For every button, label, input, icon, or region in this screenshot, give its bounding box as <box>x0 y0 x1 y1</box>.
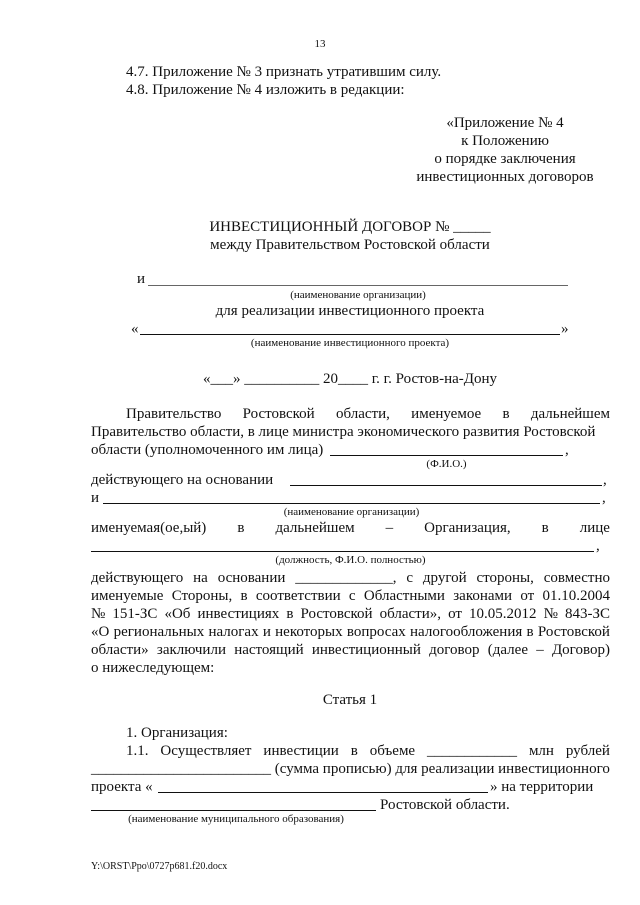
basis-blank-line <box>290 485 602 486</box>
project-name-blank-line <box>140 334 560 335</box>
item-4-8: 4.8. Приложение № 4 изложить в редакции: <box>126 82 405 98</box>
position-blank-line <box>91 551 594 552</box>
preamble-line-2: Правительство области, в лице министра экономического развития Ростовской <box>91 424 596 440</box>
caption-organization-2: (наименование организации) <box>283 506 420 518</box>
quote-close: » <box>561 321 569 337</box>
article-1-heading: Статья 1 <box>322 692 378 708</box>
preamble-line-10: № 151-ЗС «Об инвестициях в Ростовской области», от 10.05.2012 № 843-ЗС <box>91 606 610 622</box>
preamble-line-7-end: , <box>596 538 600 554</box>
caption-fio: (Ф.И.О.) <box>426 458 467 470</box>
preamble-line-11: «О региональных налогах и некоторых вопросах налогообложения в Ростовской <box>91 624 610 640</box>
appendix-line-4: инвестиционных договоров <box>416 169 594 185</box>
fio-blank-line <box>330 455 563 456</box>
preamble-line-9: именуемые Стороны, в соответствии с Областными законами от 01.10.2004 <box>91 588 610 604</box>
article-1-item-1-1-line-1: 1.1. Осуществляет инвестиции в объеме ____________ млн рублей <box>126 743 610 759</box>
caption-municipality: (наименование муниципального образования) <box>128 813 344 825</box>
quote-open: « <box>131 321 139 337</box>
preamble-line-13: о нижеследующем: <box>91 660 215 676</box>
caption-organization: (наименование организации) <box>290 289 426 301</box>
contract-subtitle: между Правительством Ростовской области <box>210 237 490 253</box>
preamble-line-1: Правительство Ростовской области, именуемое в дальнейшем <box>126 406 610 422</box>
contract-title: ИНВЕСТИЦИОННЫЙ ДОГОВОР № _____ <box>209 219 491 235</box>
project-purpose: для реализации инвестиционного проекта <box>215 303 485 319</box>
caption-project-name: (наименование инвестиционного проекта) <box>250 337 450 349</box>
appendix-line-3: о порядке заключения <box>434 151 576 167</box>
project-name-blank-line-2 <box>158 792 488 793</box>
preamble-line-3: области (уполномоченного им лица) <box>91 442 324 458</box>
page-number: 13 <box>314 38 326 50</box>
preamble-line-8: действующего на основании _____________, с другой стороны, совместно <box>91 570 610 586</box>
appendix-line-2: к Положению <box>461 133 549 149</box>
preamble-line-3-end: , <box>565 442 569 458</box>
preamble-line-4: действующего на основании <box>91 472 274 488</box>
preamble-line-5-end: , <box>602 490 606 506</box>
preamble-line-5: и <box>91 490 100 506</box>
preamble-line-6: именуемая(ое,ый) в дальнейшем – Организация, в лице <box>91 520 610 536</box>
footer-file-path: Y:\ORST\Ppo\0727p681.f20.docx <box>91 861 228 872</box>
caption-position: (должность, Ф.И.О. полностью) <box>275 554 426 566</box>
article-1-item-1: 1. Организация: <box>126 725 228 741</box>
article-1-item-1-1-line-4-end: Ростовской области. <box>380 797 510 813</box>
organization-blank-line <box>148 285 568 286</box>
appendix-line-1: «Приложение № 4 <box>446 115 564 131</box>
item-4-7: 4.7. Приложение № 3 признать утратившим силу. <box>126 64 442 80</box>
party-and: и <box>137 271 146 287</box>
organization2-blank-line <box>103 503 600 504</box>
date-place-line: «___» __________ 20____ г. г. Ростов-на-Дону <box>202 371 498 387</box>
preamble-line-12: области» заключили настоящий инвестиционный договор (далее – Договор) <box>91 642 610 658</box>
article-1-item-1-1-line-3-end: » на территории <box>490 779 594 795</box>
preamble-line-4-end: , <box>603 472 607 488</box>
article-1-item-1-1-line-2: ________________________ (сумма прописью) для реализации инвестиционного <box>91 761 610 777</box>
municipality-blank-line <box>91 810 376 811</box>
article-1-item-1-1-line-3-start: проекта « <box>91 779 153 795</box>
